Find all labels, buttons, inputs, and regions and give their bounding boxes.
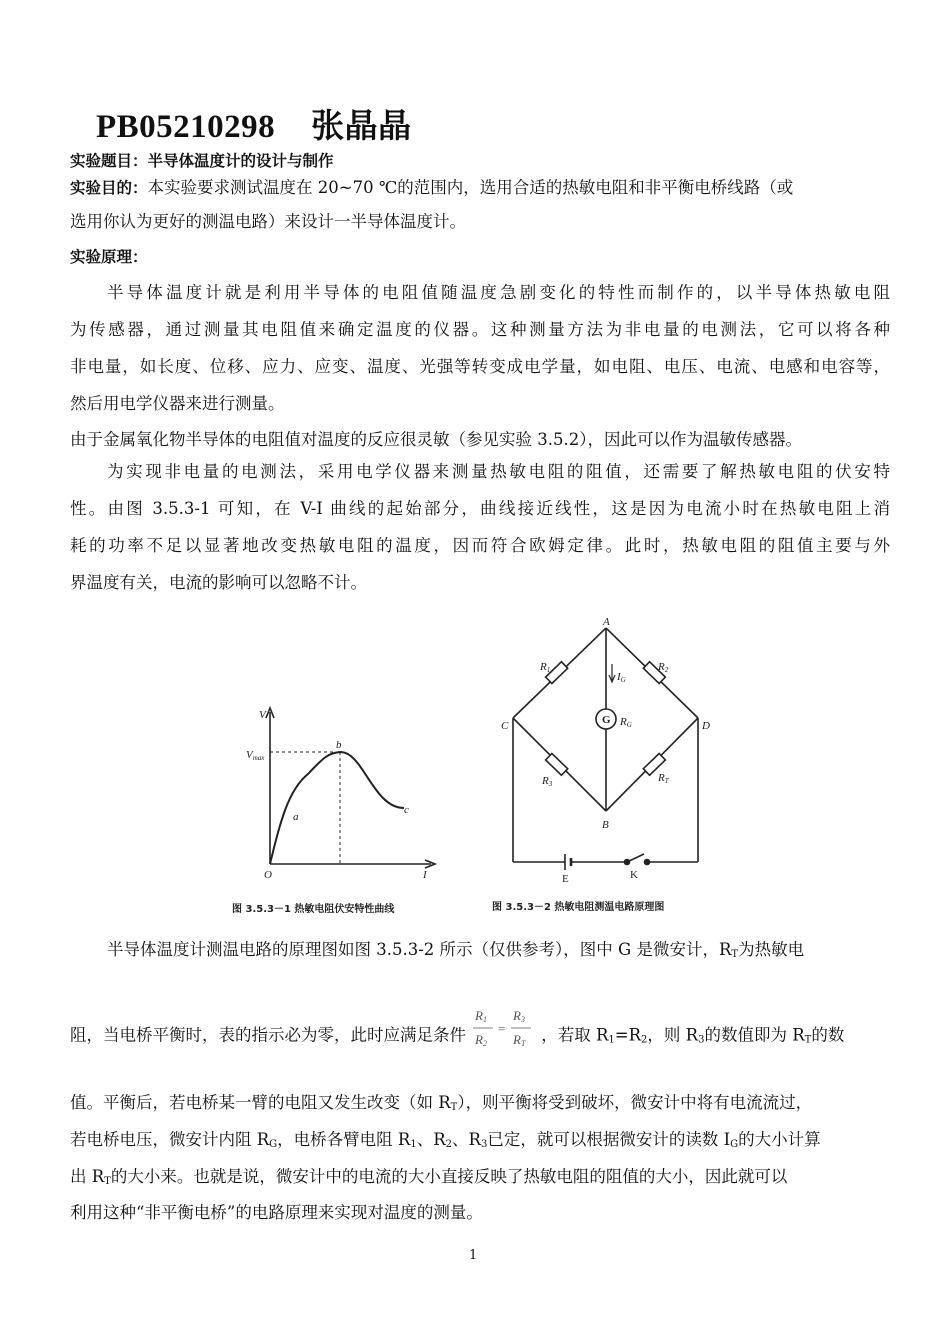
- rt-label: RT: [658, 772, 669, 785]
- switch-contact: [645, 860, 650, 865]
- p1-line-1: 半导体温度计就是利用半导体的电阻值随温度急剧变化的特性而制作的，以半导体热敏电阻: [107, 283, 890, 302]
- svg-text:R2: R2: [475, 1032, 488, 1048]
- p4-line-1: 半导体温度计测温电路的原理图如图 3.5.3-2 所示（仅供参考），图中 G 是微安计，$R_T$为热敏电: [107, 940, 805, 960]
- r1-label: R1: [540, 661, 551, 674]
- vi-a-label: a: [293, 811, 299, 823]
- battery-e-label: E: [562, 873, 569, 885]
- vi-b-label: b: [336, 739, 342, 751]
- figure-svg: [228, 608, 748, 920]
- purpose-text-1: 本实验要求测试温度在 20~70 ℃的范围内，选用合适的热敏电阻和非平衡电桥线路（或: [147, 178, 794, 197]
- svg-text:=: =: [498, 1021, 506, 1036]
- p3-line-4: 界温度有关，电流的影响可以忽略不计。: [70, 573, 367, 592]
- purpose-label: 实验目的：: [70, 179, 148, 197]
- vi-o-label: O: [264, 869, 272, 881]
- p1-line-3: 非电量，如长度、位移、应力、应变、温度、光强等转变成电学量，如电阻、电压、电流、电感和电容等，: [70, 357, 890, 376]
- p4-line-3: 值。平衡后，若电桥某一臂的电阻又发生改变（如 $R_T$），则平衡将受到破坏，微安计中将有电流流过，: [70, 1093, 813, 1113]
- p1-line-4: 然后用电学仪器来进行测量。: [70, 394, 285, 413]
- svg-text:R1: R1: [475, 1008, 488, 1024]
- principle-label-line: [70, 245, 890, 269]
- vi-vmax-label: Vmax: [246, 749, 265, 762]
- ig-label: IG: [617, 671, 626, 684]
- p3-line-3: 耗的功率不足以显著地改变热敏电阻的温度，因而符合欧姆定律。此时，热敏电阻的阻值主要与外: [70, 536, 890, 555]
- purpose-line-1: [70, 176, 890, 200]
- node-b-label: B: [602, 819, 609, 831]
- p4-line-5: 出 $R_T$的大小来。也就是说，微安计中的电流的大小直接反映了热敏电阻的阻值的大小，因此就可以: [70, 1167, 788, 1187]
- p3-line-2: 性。由图 3.5.3-1 可知，在 V-I 曲线的起始部分，曲线接近线性，这是因为电流小时在热敏电阻上消: [70, 499, 890, 518]
- p1-line-2: 为传感器，通过测量其电阻值来确定温度的仪器。这种测量方法为非电量的电测法，它可以将各种: [70, 320, 890, 339]
- left-caption: 图 3.5.3－1 热敏电阻伏安特性曲线: [232, 904, 395, 915]
- vi-curve: [270, 752, 404, 864]
- topic-text: 半导体温度计的设计与制作: [147, 152, 334, 170]
- balance-equation: [471, 1008, 541, 1056]
- node-d-label: D: [702, 720, 710, 732]
- svg-text:R3: R3: [513, 1008, 526, 1024]
- p4-line-2: 阻，当电桥平衡时，表的指示必为零，此时应满足条件 R1 R2 = R3 RT ，若取 $R_1=R_2$，则 $R_3$的数值即为 $R_T$的数: [70, 1016, 890, 1056]
- switch-blade: [627, 854, 644, 862]
- vi-v-label: V: [259, 709, 266, 721]
- node-a-label: A: [603, 616, 610, 628]
- p4-line-4: 若电桥电压，微安计内阻 $R_G$，电桥各臂电阻 $R_1$、$R_2$、$R_3$已定，就可以根据微安计的读数 $I_G$的大小计算: [70, 1130, 821, 1150]
- vi-c-label: c: [404, 804, 409, 816]
- page-title: [96, 100, 412, 147]
- purpose-line-2: 选用你认为更好的测温电路）来设计一半导体温度计。: [70, 212, 466, 231]
- vi-i-label: I: [423, 869, 427, 881]
- r2-label: R2: [658, 661, 669, 674]
- topic-line: [70, 149, 890, 173]
- node-c-label: C: [501, 720, 509, 732]
- right-caption: 图 3.5.3－2 热敏电阻测温电路原理图: [492, 902, 665, 913]
- svg-text:RT: RT: [513, 1032, 526, 1048]
- switch-k-label: K: [630, 869, 638, 881]
- page-number: 1: [469, 1248, 478, 1263]
- topic-label: 实验题目：: [70, 152, 148, 170]
- vi-curve-figure: [266, 708, 435, 868]
- principle-label: 实验原理：: [70, 248, 148, 266]
- r3-label: R3: [542, 775, 553, 788]
- p3-line-1: 为实现非电量的电测法，采用电学仪器来测量热敏电阻的阻值，还需要了解热敏电阻的伏安特: [107, 462, 890, 481]
- figure-block: [228, 608, 748, 920]
- p2-line: 由于金属氧化物半导体的电阻值对温度的反应很灵敏（参见实验 3.5.2），因此可以作为温敏传感器。: [70, 430, 802, 449]
- g-label: G: [602, 714, 611, 726]
- student-name: 张晶晶: [311, 109, 412, 145]
- rg-label: RG: [620, 716, 632, 729]
- student-id: PB05210298: [96, 109, 276, 145]
- r3-resistor: [546, 753, 568, 775]
- p4-line-6: 利用这种“非平衡电桥”的电路原理来实现对温度的测量。: [70, 1203, 483, 1222]
